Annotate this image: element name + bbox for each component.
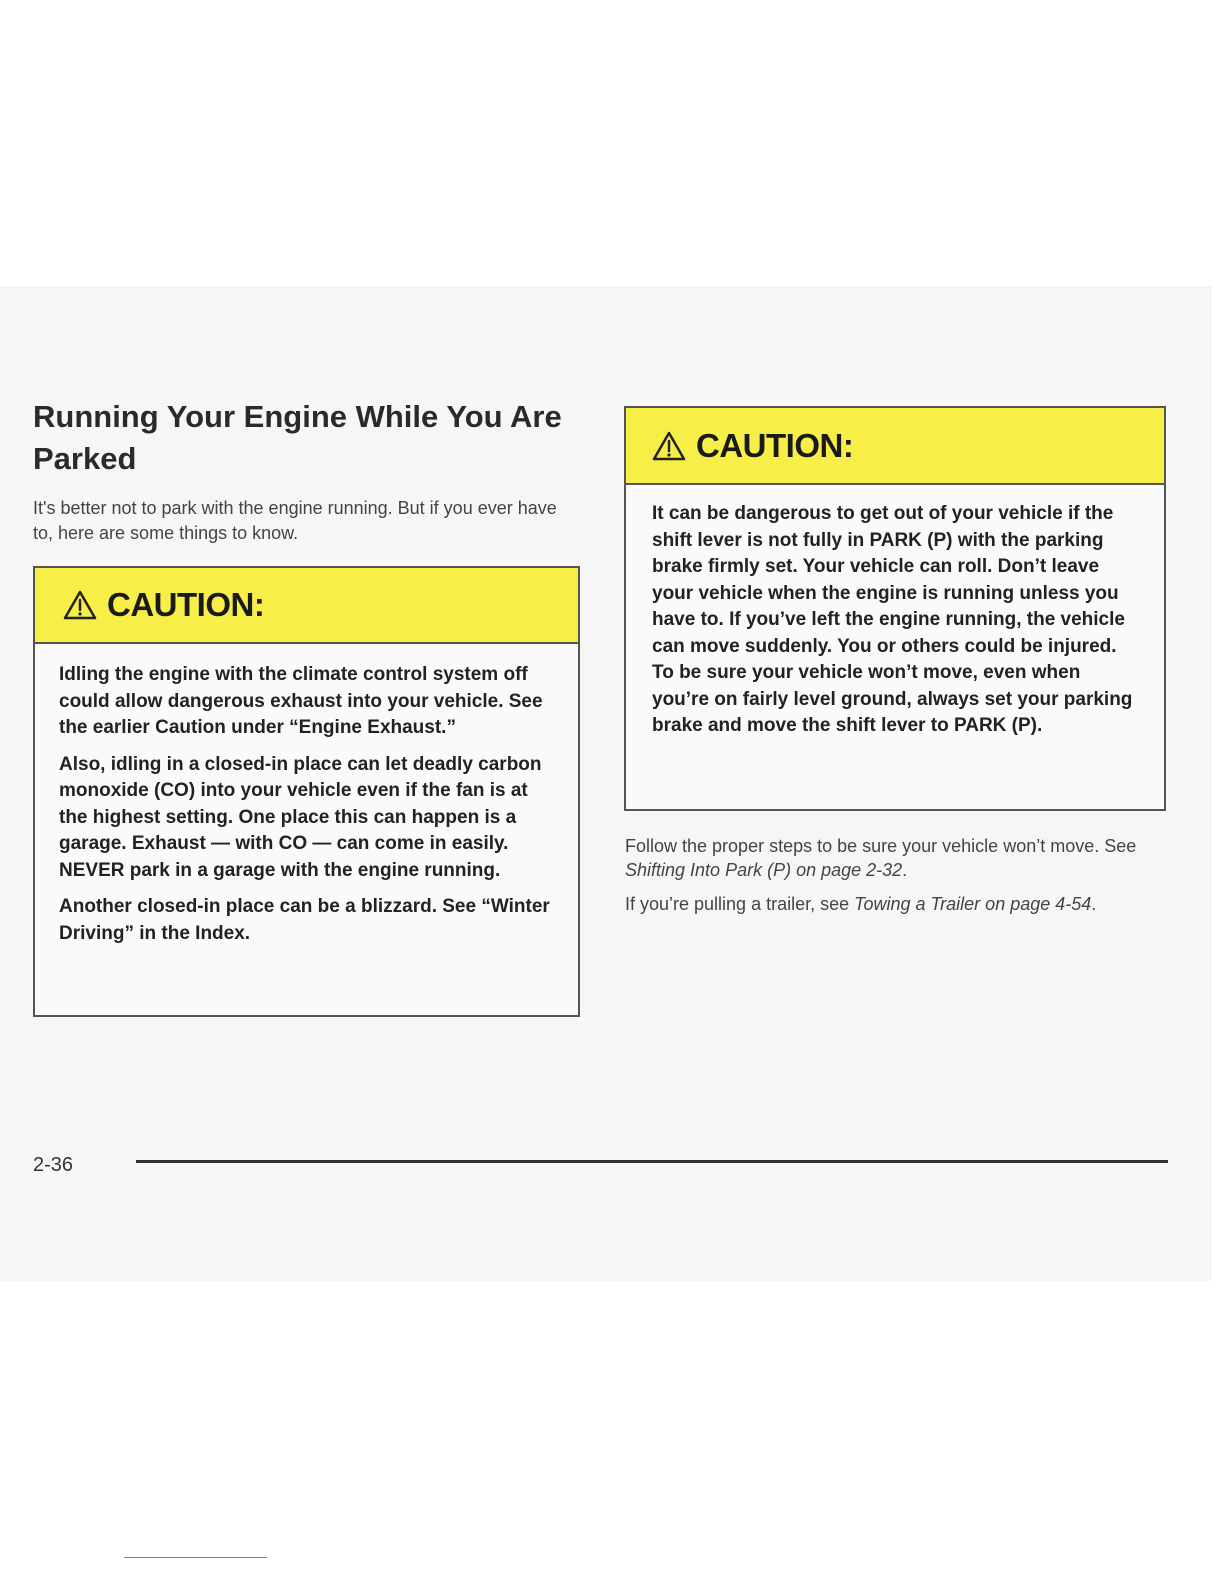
caution-paragraph: Idling the engine with the climate control system off could allow dangerous exhaust into your vehicle. See the earlier Caution under “Engine Exhaust.” xyxy=(59,664,543,738)
link-underline xyxy=(124,1557,267,1558)
caution-header xyxy=(626,408,1164,485)
trailer-paragraph xyxy=(625,892,1165,916)
warning-triangle-icon xyxy=(652,431,686,461)
caution-body xyxy=(35,644,578,963)
caution-label: CAUTION: xyxy=(107,586,265,623)
right-column-text xyxy=(625,834,1165,926)
page-title: Running Your Engine While You Are Parked xyxy=(33,399,562,476)
intro-paragraph: It's better not to park with the engine running. But if you ever have to, here are some things to know. xyxy=(33,498,557,543)
caution-label: CAUTION: xyxy=(696,426,854,464)
paragraph-text: If you’re pulling a trailer, see xyxy=(625,894,855,914)
page-number: 2-36 xyxy=(33,1154,74,1176)
caution-paragraph: Another closed-in place can be a blizzard. See “Winter Driving” in the Index. xyxy=(59,896,550,944)
footer-rule xyxy=(136,1160,1168,1163)
paragraph-end: . xyxy=(1091,894,1097,914)
paragraph-text: Follow the proper steps to be sure your vehicle won’t move. See xyxy=(625,836,1137,856)
caution-box-shift-lever xyxy=(624,406,1166,811)
caution-paragraph: Also, idling in a closed-in place can let deadly carbon monoxide (CO) into your vehicle even if the fan is at the highest setting. One place this can happen is a garage. Exhaust — with CO — can come in easily. NEVER park in a garage with the engine running. xyxy=(59,753,542,881)
caution-paragraph: It can be dangerous to get out of your vehicle if the shift lever is not fully in PARK (P) with the parking brake firmly set. Your vehicle can roll. Don’t leave your vehicle when the engine is running unless you have to. If you’ve left the engine running, the vehicle can move suddenly. You or others could be injured. To be sure your vehicle won’t move, even when you’re on fairly level ground, always set your parking brake and move the shift lever to PARK (P). xyxy=(652,503,1133,736)
follow-steps-paragraph xyxy=(625,834,1165,882)
caution-box-idling xyxy=(33,566,580,1017)
paragraph-end: . xyxy=(902,860,908,880)
warning-triangle-icon xyxy=(63,590,97,620)
caution-header xyxy=(35,568,578,644)
cross-reference-towing[interactable]: Towing a Trailer on page 4-54 xyxy=(854,894,1092,914)
cross-reference-shifting[interactable]: Shifting Into Park (P) on page 2-32 xyxy=(625,860,903,880)
caution-body xyxy=(626,485,1164,756)
